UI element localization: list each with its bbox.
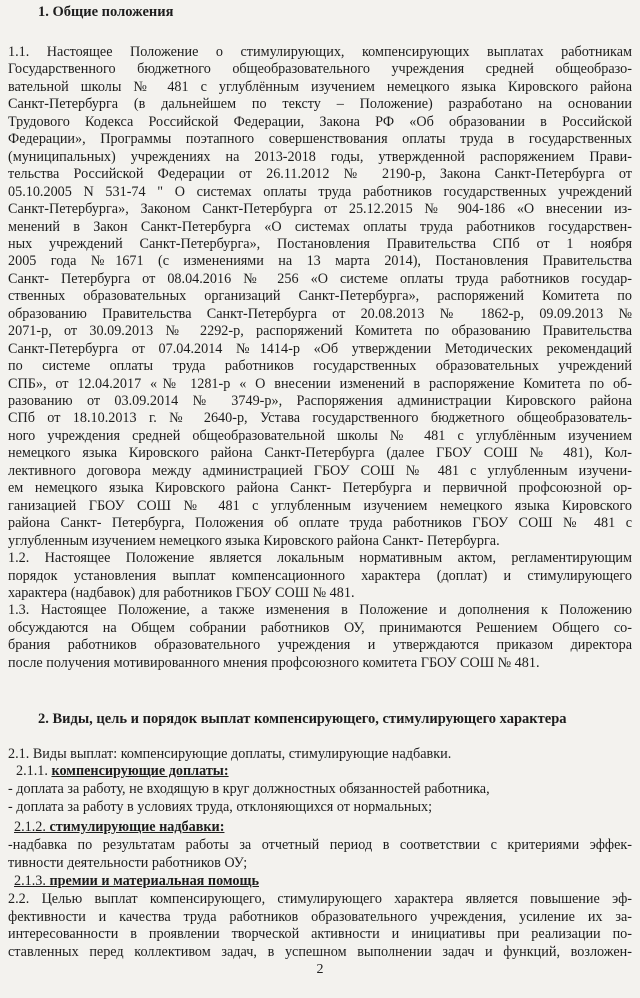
subsection-2-1-1-number: 2.1.1. (16, 763, 52, 779)
text-line: ного учреждения средней общеобразовательной школы № 481 с углублённым изучением (8, 427, 632, 444)
text-line: ем немецкого языка Кировского района Санкт- Петербурга и первичной профсоюзной ор- (8, 480, 632, 497)
text-line: Санкт-Петербурга», Законом Санкт-Петербурга от 25.12.2015 № 904-186 «О внесении из- (8, 201, 632, 218)
subsection-2-1-3 (14, 873, 632, 889)
text-line: Государственного бюджетного общеобразовательного учреждения средней общеобразо- (8, 61, 632, 78)
text-line: ганизацией ГБОУ СОШ № 481 с углубленным изучением немецкого языка Кировского (8, 497, 632, 514)
text-line: углубленным изучением немецкого языка Кировского района Санкт- Петербурга. (8, 532, 500, 549)
subsection-2-1-2-title: стимулирующие надбавки: (45, 819, 225, 835)
text-line: ставленных перед коллективом задач, в успешном выполнении задач и функций, возложен- (8, 943, 632, 960)
text-line: характера (надбавок) для работников ГБОУ СОШ № 481. (8, 584, 355, 601)
text-line: района Санкт- Петербурга, Положения об оплате труда работников ГБОУ СОШ № 481 с (8, 515, 632, 532)
text-line: тельства Российской Федерации от 26.11.2012 № 2190-р, Закона Санкт-Петербурга от (8, 166, 632, 183)
text-line: (муниципальных) учреждениях на 2013-2018 годы, утвержденной распоряжением Прави- (8, 148, 632, 165)
text-line: 2.2. Целью выплат компенсирующего, стимулирующего характера является повышение эф- (8, 891, 632, 907)
page-number: 2 (316, 962, 324, 977)
text-line: порядок установления выплат компенсационного характера (доплат) и стимулирующего (8, 567, 632, 584)
text-line: после получения мотивированного мнения профсоюзного комитета ГБОУ СОШ № 481. (8, 654, 540, 671)
subsection-2-1-1-item: - доплата за работу в условиях труда, отклоняющихся от нормальных; (8, 799, 433, 815)
text-line: Федерации», Программы поэтапного совершенствования оплаты труда в государственных (8, 131, 632, 148)
text-line: СПб от 18.10.2013 г. № 2640-р, Устава государственного бюджетного общеобразователь- (8, 410, 632, 427)
subsection-2-1-2-item: тивности деятельности работников ОУ; (8, 855, 248, 871)
text-line: 05.10.2005 N 531-74 " О системах оплаты труда работников государственных учреждений (8, 183, 632, 200)
text-line: брания работников образовательного учреждения и утверждаются приказом директора (8, 637, 632, 654)
text-line: 1.3. Настоящее Положение, а также изменения в Положение и дополнения к Положению (8, 602, 632, 619)
text-line: Трудового Кодекса Российской Федерации, Закона РФ «Об образовании в Российской (8, 113, 632, 130)
text-line: фективности и качества труда работников образовательного учреждения, усиление их за- (8, 908, 632, 925)
text-line: менений в Закон Санкт-Петербурга «О системах оплаты труда работников государствен- (8, 218, 632, 235)
subsection-2-1-2 (14, 819, 632, 835)
text-line: 1.1. Настоящее Положение о стимулирующих, компенсирующих выплатах работникам (8, 44, 632, 60)
section-1-heading: 1. Общие положения (38, 4, 174, 20)
text-line: лективного договора между администрацией ГБОУ СОШ № 481 с углубленным изучени- (8, 462, 632, 479)
text-line: Санкт-Петербурга от 07.04.2014 №1414-р «Об утверждении Методических рекомендаций (8, 340, 632, 357)
subsection-2-1-1 (16, 763, 632, 779)
text-line: обсуждаются на Общем собрании работников ОУ, принимаются Решением Общего со- (8, 619, 632, 636)
text-line: ственных образовательных организаций Санкт-Петербурга», распоряжений Комитета по (8, 288, 632, 305)
subsection-2-1-1-title: компенсирующие доплаты: (51, 763, 229, 779)
text-line: ных учреждений Санкт-Петербурга», Постановления Правительства СПб от 1 ноября (8, 235, 632, 252)
subsection-2-1-3-number: 2.1.3. (14, 873, 50, 889)
text-line: интересованности в проявлении творческой активности и инициативы при реализации по- (8, 926, 632, 943)
text-line: Санкт- Петербурга от 08.04.2016 № 256 «О системе оплаты труда работников государ- (8, 270, 632, 287)
text-line: образованию Правительства Санкт-Петербурга от 20.08.2013 № 1862-р, 09.09.2013 № (8, 305, 632, 322)
text-line: 1.2. Настоящее Положение является локальным нормативным актом, регламентирующим (8, 550, 632, 567)
section-2-heading: 2. Виды, цель и порядок выплат компенсирующего, стимулирующего характера (38, 711, 567, 727)
text-line: немецкого языка Кировского района Санкт-Петербурга (далее ГБОУ СОШ № 481), Кол- (8, 445, 632, 462)
text-line: разованию от 03.09.2014 № 3749-р», Распоряжения администрации Кировского района (8, 393, 632, 409)
text-line: по системе оплаты труда работников государственных образовательных учреждений (8, 358, 632, 375)
subsection-2-1-3-title: премии и материальная помощь (49, 873, 259, 889)
text-line: 2005 года №1671 (с изменениями на 13 марта 2014), Постановления Правительства (8, 253, 632, 270)
subsection-2-1-1-item: - доплата за работу, не входящую в круг должностных обязанностей работника, (8, 781, 490, 797)
section-2-1-intro: 2.1. Виды выплат: компенсирующие доплаты, стимулирующие надбавки. (8, 746, 452, 762)
text-line: вательной школы № 481 с углублённым изучением немецкого языка Кировского района (8, 78, 632, 95)
subsection-2-1-2-item: -надбавка по результатам работы за отчетный период в соответствии с критериями эффек- (8, 837, 632, 853)
text-line: Санкт-Петербурга (в дальнейшем по тексту – Положение) разработано на основании (8, 96, 632, 113)
text-line: СПБ», от 12.04.2017 «№ 1281-р « О внесении изменений в распоряжение Комитета по об- (8, 375, 632, 392)
subsection-2-1-2-number: 2.1.2. (14, 819, 46, 835)
text-line: 2071-р, от 30.09.2013 № 2292-р, распоряжений Комитета по образованию Правительства (8, 323, 632, 340)
